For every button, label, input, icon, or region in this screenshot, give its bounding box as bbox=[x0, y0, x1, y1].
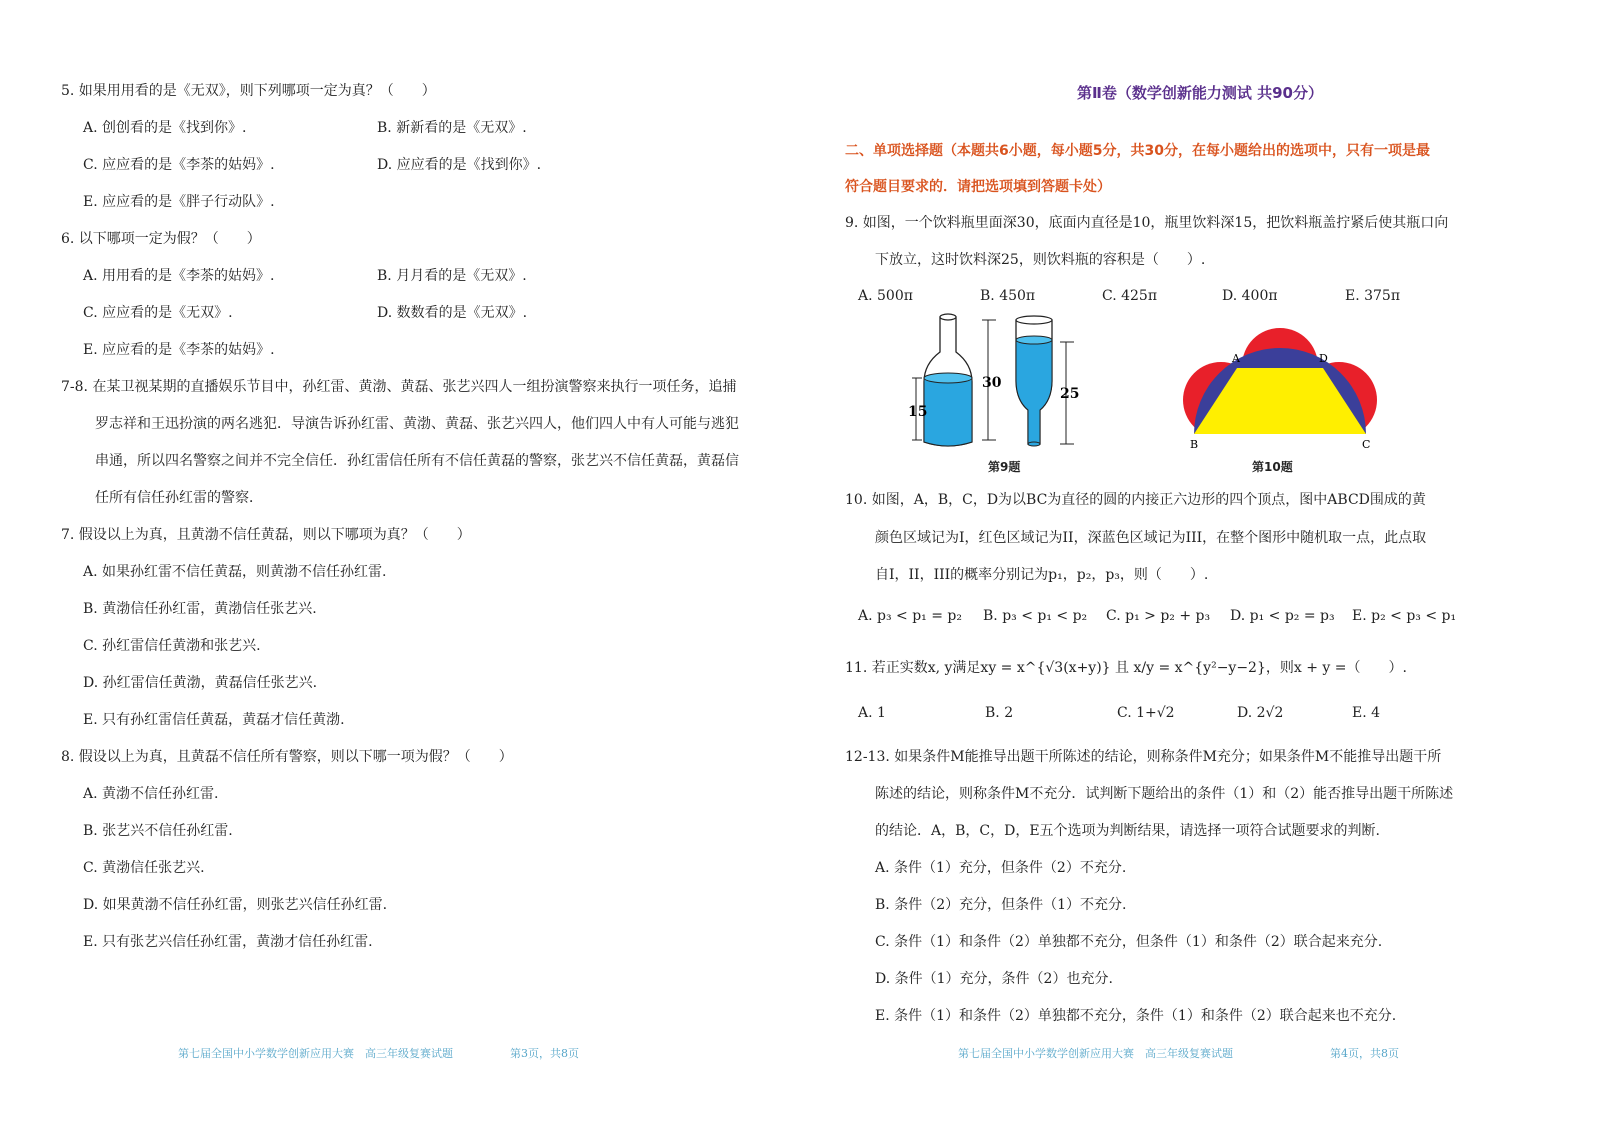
q1213-option-a: A. 条件（1）充分，但条件（2）不充分. bbox=[875, 860, 1127, 876]
upright-bottle-liquid bbox=[924, 378, 972, 446]
q10-option-d: D. p₁ < p₂ = p₃ bbox=[1230, 608, 1335, 624]
q11-option-e: E. 4 bbox=[1352, 705, 1381, 721]
figure-9-bottles bbox=[910, 312, 1110, 462]
q5-option-a: A. 创创看的是《找到你》. bbox=[83, 120, 247, 136]
q5-option-b: B. 新新看的是《无双》. bbox=[377, 120, 527, 136]
q78-stem-line-4: 任所有信任孙红雷的警察． bbox=[95, 490, 263, 506]
q7-option-a: A. 如果孙红雷不信任黄磊，则黄渤不信任孙红雷. bbox=[83, 564, 387, 580]
q6-option-e: E. 应应看的是《李茶的姑妈》. bbox=[83, 342, 275, 358]
q10-option-a: A. p₃ < p₁ = p₂ bbox=[858, 608, 962, 624]
q1213-option-b: B. 条件（2）充分，但条件（1）不充分. bbox=[875, 897, 1127, 913]
q1213-stem-line-3: 的结论．A，B，C，D，E五个选项为判断结果，请选择一项符合试题要求的判断. bbox=[875, 823, 1381, 839]
vertex-b: B bbox=[1190, 438, 1199, 451]
question-11: 11. 若正实数x, y满足xy = x^{√3(x+y)} 且 x/y = x^{y²−y−2}，则x + y =（ ）. bbox=[845, 660, 1407, 676]
q10-option-b: B. p₃ < p₁ < p₂ bbox=[983, 608, 1088, 624]
q11-option-a: A. 1 bbox=[858, 705, 886, 721]
q5-option-d: D. 应应看的是《找到你》. bbox=[377, 157, 542, 173]
upright-bottle-neck bbox=[940, 314, 956, 320]
section-heading-line-1: 二、单项选择题（本题共6小题，每小题5分，共30分，在每小题给出的选项中，只有一项是最 bbox=[845, 143, 1430, 159]
question-10-line-3: 自I，II，III的概率分别记为p₁，p₂，p₃，则（ ）. bbox=[875, 567, 1209, 583]
q78-stem-line-3: 串通，所以四名警察之间并不完全信任．孙红雷信任所有不信任黄磊的警察，张艺兴不信任黄磊，黄磊信 bbox=[95, 453, 739, 469]
q7-option-c: C. 孙红雷信任黄渤和张艺兴. bbox=[83, 638, 261, 654]
figure-10-caption: 第10题 bbox=[1252, 460, 1293, 474]
section-heading-line-2: 符合题目要求的．请把选项填到答题卡处） bbox=[845, 179, 1111, 195]
q11-option-b: B. 2 bbox=[985, 705, 1014, 721]
part-two-title: 第Ⅱ卷（数学创新能力测试 共90分） bbox=[1077, 84, 1323, 102]
vertex-a: A bbox=[1232, 352, 1240, 365]
q9-option-a: A. 500π bbox=[858, 288, 913, 304]
question-10-line-2: 颜色区域记为I，红色区域记为II，深蓝色区域记为III，在整个图形中随机取一点，此点取 bbox=[875, 530, 1427, 546]
q9-option-d: D. 400π bbox=[1222, 288, 1278, 304]
question-8: 8. 假设以上为真，且黄磊不信任所有警察，则以下哪一项为假？（ ） bbox=[61, 749, 513, 765]
question-6: 6. 以下哪项一定为假？（ ） bbox=[61, 231, 261, 247]
q6-option-a: A. 用用看的是《李茶的姑妈》. bbox=[83, 268, 275, 284]
footer-page-number: 第3页，共8页 bbox=[510, 1047, 579, 1060]
q9-option-b: B. 450π bbox=[980, 288, 1036, 304]
q10-option-c: C. p₁ > p₂ + p₃ bbox=[1106, 608, 1211, 624]
question-5: 5. 如果用用看的是《无双》，则下列哪项一定为真？（ ） bbox=[61, 83, 436, 99]
q8-option-b: B. 张艺兴不信任孙红雷. bbox=[83, 823, 233, 839]
q6-option-b: B. 月月看的是《无双》. bbox=[377, 268, 527, 284]
label-15: 15 bbox=[908, 404, 928, 420]
q78-stem-line-2: 罗志祥和王迅扮演的两名逃犯．导演告诉孙红雷、黄渤、黄磊、张艺兴四人，他们四人中有人可能与逃犯 bbox=[95, 416, 739, 432]
q1213-stem-line-1: 12-13. 如果条件M能推导出题干所陈述的结论，则称条件M充分；如果条件M不能推导出题干所 bbox=[845, 749, 1442, 765]
label-25: 25 bbox=[1060, 386, 1080, 402]
figure-10-baseline-mask bbox=[1180, 434, 1380, 454]
q7-option-d: D. 孙红雷信任黄渤，黄磊信任张艺兴. bbox=[83, 675, 318, 691]
vertex-d: D bbox=[1319, 352, 1328, 365]
q9-option-c: C. 425π bbox=[1102, 288, 1158, 304]
vertex-c: C bbox=[1362, 438, 1371, 451]
q1213-stem-line-2: 陈述的结论，则称条件M不充分．试判断下题给出的条件（1）和（2）能否推导出题干所陈述 bbox=[875, 786, 1454, 802]
inverted-bottle-liquid bbox=[1016, 340, 1052, 444]
upright-liquid-surface bbox=[924, 373, 972, 383]
question-9-line-1: 9. 如图，一个饮料瓶里面深30，底面内直径是10，瓶里饮料深15，把饮料瓶盖拧紧后使其瓶口向 bbox=[845, 215, 1449, 231]
q78-stem-line-1: 7-8. 在某卫视某期的直播娱乐节目中，孙红雷、黄渤、黄磊、张艺兴四人一组扮演警察来执行一项任务，追捕 bbox=[61, 379, 737, 395]
q10-option-e: E. p₂ < p₃ < p₁ bbox=[1352, 608, 1457, 624]
q1213-option-e: E. 条件（1）和条件（2）单独都不充分，条件（1）和条件（2）联合起来也不充分. bbox=[875, 1008, 1397, 1024]
figure-10-hexagon bbox=[1180, 328, 1380, 454]
footer-contest-name: 第七届全国中小学数学创新应用大赛 高三年级复赛试题 bbox=[958, 1047, 1233, 1060]
q6-option-c: C. 应应看的是《无双》. bbox=[83, 305, 233, 321]
question-7: 7. 假设以上为真，且黄渤不信任黄磊，则以下哪项为真？（ ） bbox=[61, 527, 471, 543]
q1213-option-c: C. 条件（1）和条件（2）单独都不充分，但条件（1）和条件（2）联合起来充分. bbox=[875, 934, 1383, 950]
figure-9-caption: 第9题 bbox=[988, 460, 1021, 474]
inverted-bottle-cap bbox=[1028, 442, 1040, 446]
inverted-bottle-base bbox=[1016, 316, 1052, 324]
q7-option-e: E. 只有孙红雷信任黄磊，黄磊才信任黄渤. bbox=[83, 712, 345, 728]
q5-option-e: E. 应应看的是《胖子行动队》. bbox=[83, 194, 275, 210]
q5-option-c: C. 应应看的是《李茶的姑妈》. bbox=[83, 157, 275, 173]
question-10-line-1: 10. 如图，A，B，C，D为以BC为直径的圆的内接正六边形的四个顶点，图中ABCD围成的黄 bbox=[845, 492, 1426, 508]
label-30: 30 bbox=[982, 375, 1002, 391]
q8-option-a: A. 黄渤不信任孙红雷. bbox=[83, 786, 219, 802]
q8-option-e: E. 只有张艺兴信任孙红雷，黄渤才信任孙红雷. bbox=[83, 934, 373, 950]
q8-option-c: C. 黄渤信任张艺兴. bbox=[83, 860, 205, 876]
q8-option-d: D. 如果黄渤不信任孙红雷，则张艺兴信任孙红雷. bbox=[83, 897, 388, 913]
question-9-line-2: 下放立，这时饮料深25，则饮料瓶的容积是（ ）. bbox=[875, 252, 1206, 268]
q6-option-d: D. 数数看的是《无双》. bbox=[377, 305, 528, 321]
footer-contest-name: 第七届全国中小学数学创新应用大赛 高三年级复赛试题 bbox=[178, 1047, 453, 1060]
q9-option-e: E. 375π bbox=[1345, 288, 1401, 304]
q1213-option-d: D. 条件（1）充分，条件（2）也充分. bbox=[875, 971, 1113, 987]
q11-option-c: C. 1+√2 bbox=[1117, 705, 1175, 721]
q7-option-b: B. 黄渤信任孙红雷，黄渤信任张艺兴. bbox=[83, 601, 317, 617]
inverted-liquid-surface bbox=[1016, 336, 1052, 344]
footer-page-number: 第4页，共8页 bbox=[1330, 1047, 1399, 1060]
q11-option-d: D. 2√2 bbox=[1237, 705, 1284, 721]
